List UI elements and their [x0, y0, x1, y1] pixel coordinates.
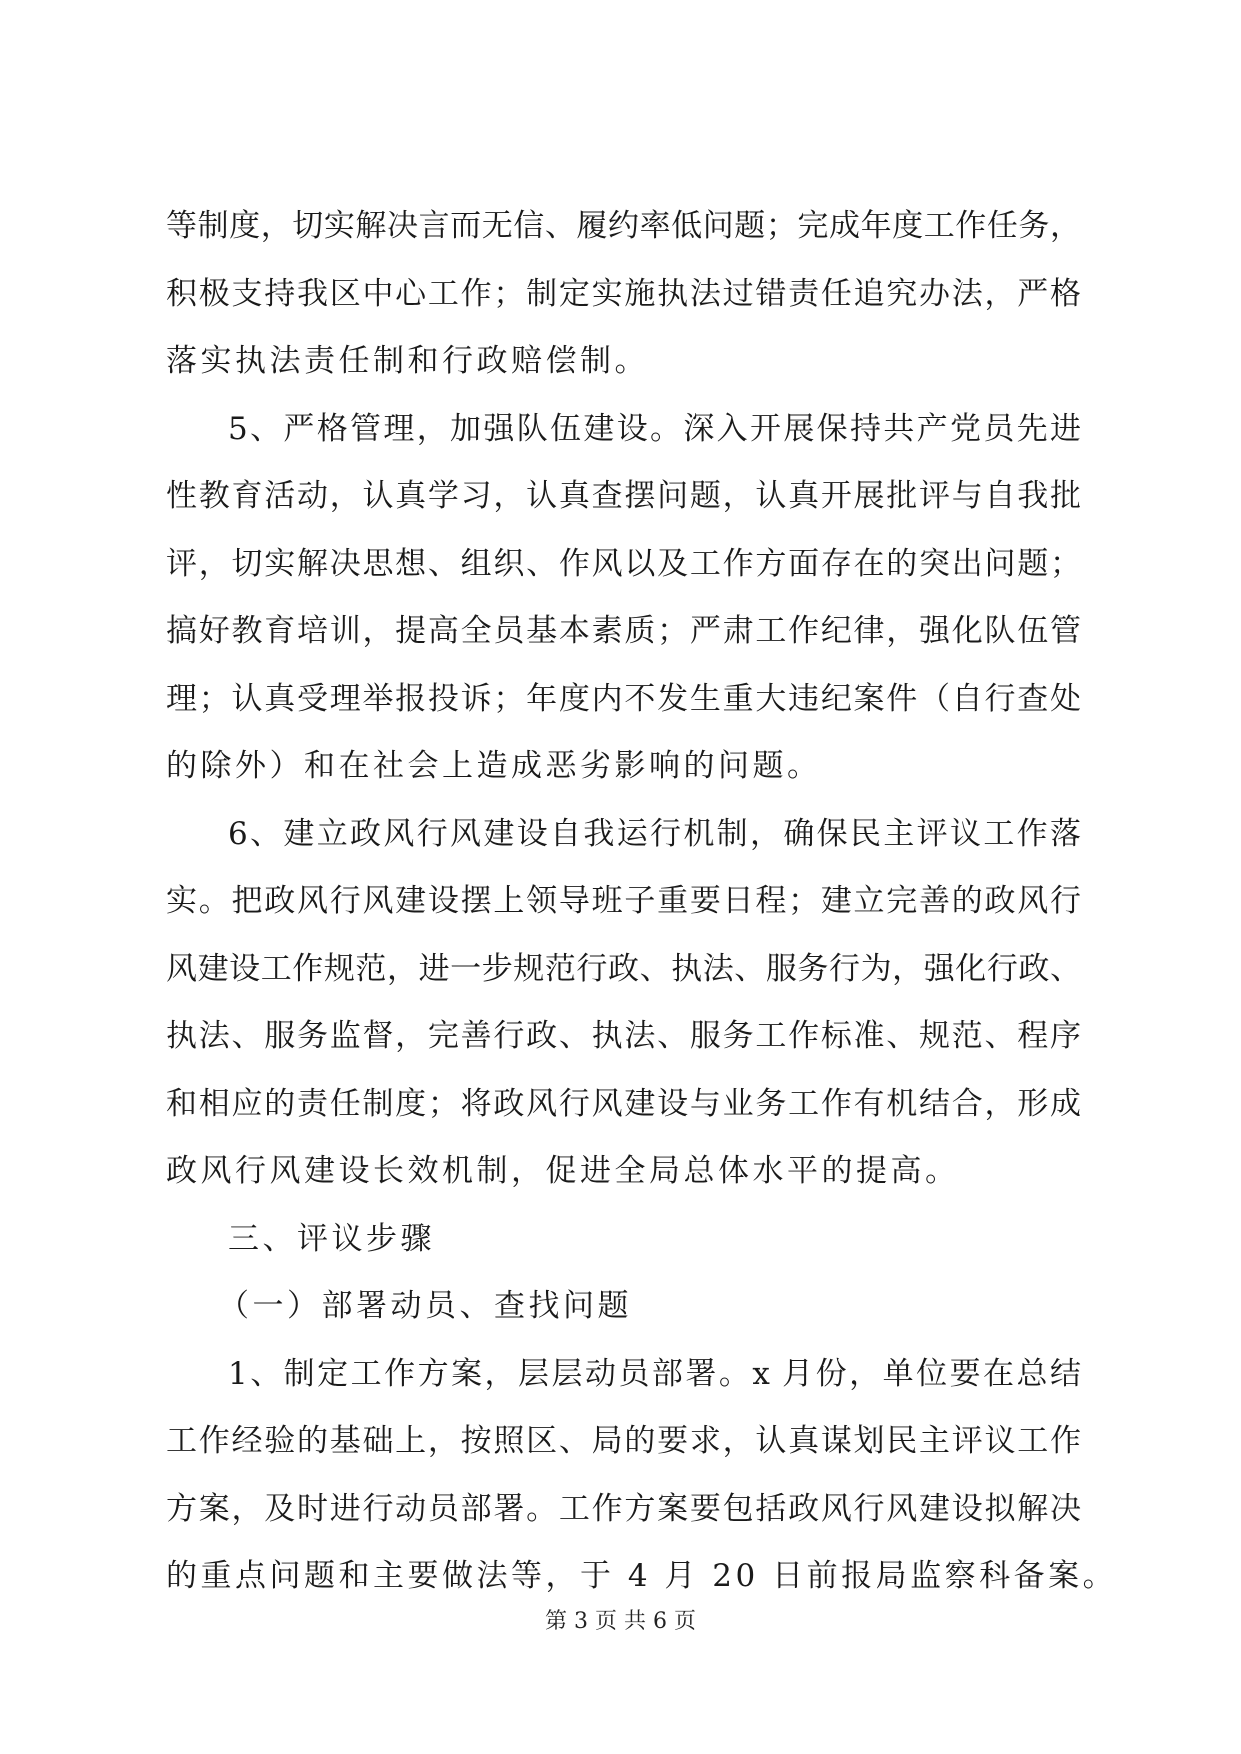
text-line: 和相应的责任制度；将政风行风建设与业务工作有机结合，形成	[166, 1085, 1081, 1122]
text-line: 性教育活动，认真学习，认真查摆问题，认真开展批评与自我批	[166, 478, 1081, 514]
text-line: 积极支持我区中心工作；制定实施执法过错责任追究办法，严格	[166, 275, 1081, 312]
text-line: 落实执法责任制和行政赔偿制。	[166, 343, 649, 379]
item-1-heading-line: 1、制定工作方案，层层动员部署。x 月份，单位要在总结	[228, 1355, 1081, 1392]
section-6-heading-line: 6、建立政风行风建设自我运行机制，确保民主评议工作落	[228, 815, 1081, 852]
subsection-heading-deploy: （一）部署动员、查找问题	[218, 1288, 632, 1324]
text-line: 的重点问题和主要做法等，于 4 月 20 日前报局监察科备案。	[166, 1558, 1118, 1594]
text-line: 政风行风建设长效机制，促进全局总体水平的提高。	[166, 1153, 960, 1189]
text-line: 方案，及时进行动员部署。工作方案要包括政风行风建设拟解决	[166, 1490, 1081, 1527]
document-body	[166, 193, 1118, 1611]
text-line: 执法、服务监督，完善行政、执法、服务工作标准、规范、程序	[166, 1018, 1081, 1054]
text-line: 工作经验的基础上，按照区、局的要求，认真谋划民主评议工作	[166, 1423, 1081, 1459]
text-line: 搞好教育培训，提高全员基本素质；严肃工作纪律，强化队伍管	[166, 613, 1081, 649]
text-line: 评，切实解决思想、组织、作风以及工作方面存在的突出问题；	[166, 545, 1081, 582]
text-line: 实。把政风行风建设摆上领导班子重要日程；建立完善的政风行	[166, 883, 1081, 919]
text-line: 等制度，切实解决言而无信、履约率低问题；完成年度工作任务，	[166, 208, 1081, 244]
text-line: 理；认真受理举报投诉；年度内不发生重大违纪案件（自行查处	[166, 680, 1081, 717]
page-footer: 第 3 页 共 6 页	[545, 1609, 696, 1634]
section-heading-evaluation-steps: 三、评议步骤	[228, 1220, 435, 1257]
text-line: 风建设工作规范，进一步规范行政、执法、服务行为，强化行政、	[166, 950, 1081, 987]
text-line: 的除外）和在社会上造成恶劣影响的问题。	[166, 748, 822, 784]
section-5-heading-line: 5、严格管理，加强队伍建设。深入开展保持共产党员先进	[228, 410, 1081, 447]
